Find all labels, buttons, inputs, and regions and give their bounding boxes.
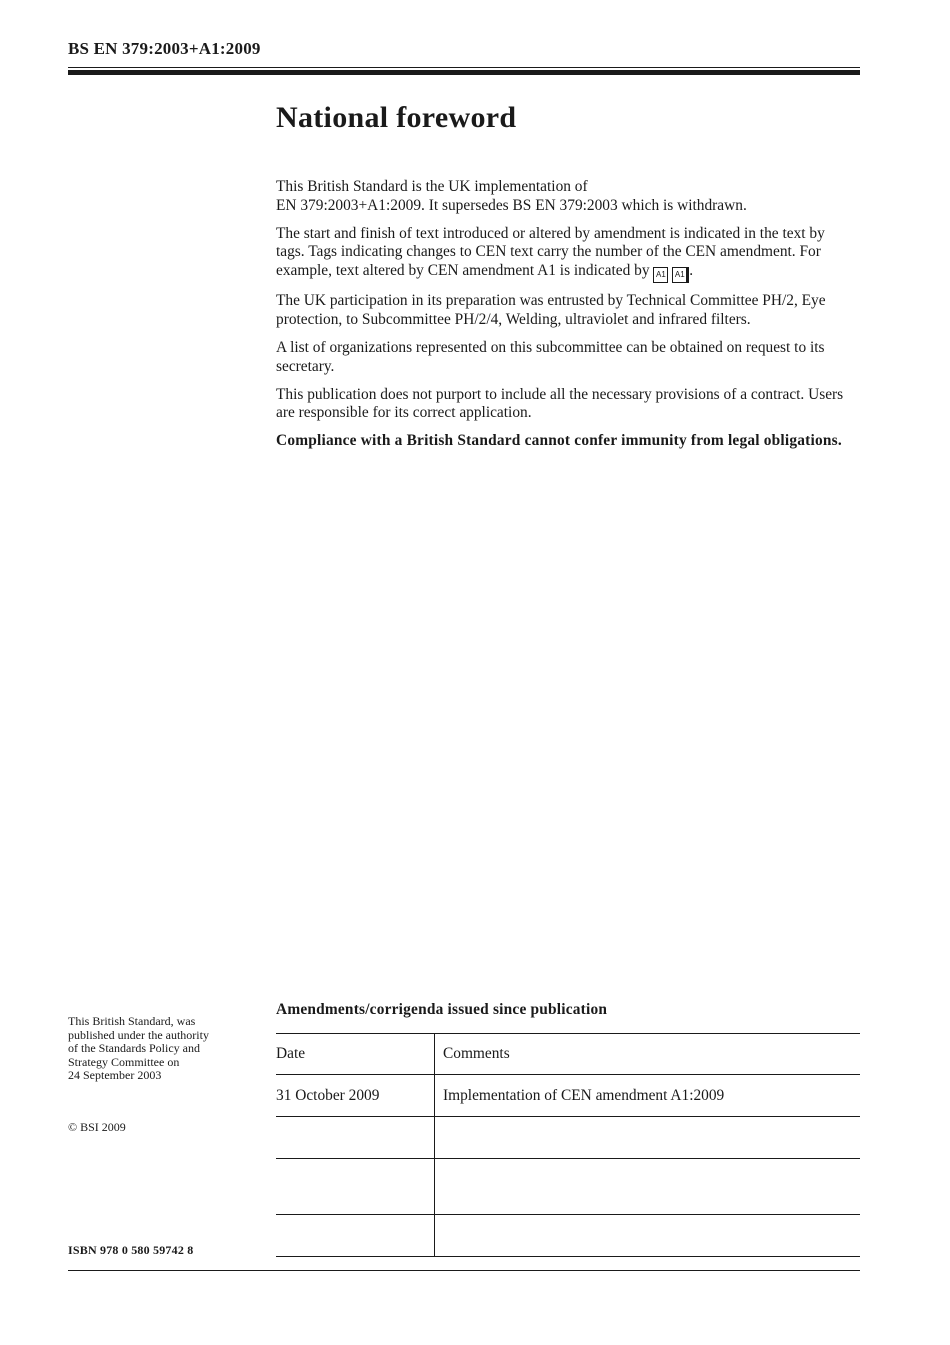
cell-comments: Implementation of CEN amendment A1:2009 — [435, 1075, 861, 1117]
paragraph-implementation — [276, 178, 846, 215]
publication-note-line5: 24 September 2003 — [68, 1068, 162, 1082]
table-row — [276, 1075, 860, 1117]
paragraph-provisions: This publication does not purport to include all the necessary provisions of a contract. Users are responsible for its correct application. — [276, 385, 844, 422]
paragraph-committee: The UK participation in its preparation was entrusted by Technical Committee PH/2, Eye protection, to Subcommittee PH/2/4, Welding, ultraviolet and infrared filters. — [276, 292, 826, 328]
cell-date — [276, 1215, 435, 1257]
cell-comments — [435, 1215, 861, 1257]
publication-note-line3: of the Standards Policy and — [68, 1041, 200, 1055]
foreword-body — [276, 178, 846, 461]
cell-comments — [435, 1117, 861, 1159]
publication-note — [68, 1015, 258, 1083]
isbn: ISBN 978 0 580 59742 8 — [68, 1243, 194, 1257]
cell-date — [276, 1117, 435, 1159]
paragraph-tags-text: The start and finish of text introduced or altered by amendment is indicated in the text by tags. Tags indicating changes to CEN text carry the number of the CEN amendment. For example, text altered by CEN amendment A1 is indicated by — [276, 224, 825, 279]
publication-note-line1: This British Standard, was — [68, 1014, 196, 1028]
amendment-open-tag-icon: A1 — [653, 267, 668, 283]
copyright: © BSI 2009 — [68, 1120, 126, 1134]
column-header-date: Date — [276, 1034, 435, 1075]
table-row — [276, 1215, 860, 1257]
paragraph-implementation-line2: EN 379:2003+A1:2009. It supersedes BS EN 379:2003 which is withdrawn. — [276, 196, 747, 214]
paragraph-tags-end: . — [689, 261, 694, 279]
paragraph-organizations: A list of organizations represented on this subcommittee can be obtained on request to its secretary. — [276, 339, 825, 375]
column-header-comments: Comments — [435, 1034, 861, 1075]
footer-rule — [68, 1270, 860, 1271]
amendments-table — [276, 1033, 860, 1257]
publication-note-line4: Strategy Committee on — [68, 1054, 180, 1069]
cell-date: 31 October 2009 — [276, 1075, 435, 1117]
header-rule-thin — [68, 67, 860, 68]
cell-date — [276, 1159, 435, 1215]
cell-comments — [435, 1159, 861, 1215]
document-id: BS EN 379:2003+A1:2009 — [68, 39, 261, 58]
paragraph-tags — [276, 225, 846, 283]
amendment-close-tag-icon: A1 — [672, 267, 689, 283]
table-row — [276, 1117, 860, 1159]
publication-note-line2: published under the authority — [68, 1027, 209, 1042]
amendments-title: Amendments/corrigenda issued since publication — [276, 1001, 608, 1018]
paragraph-implementation-line1: This British Standard is the UK implementation of — [276, 178, 588, 195]
header-rule-thick — [68, 70, 860, 75]
paragraph-compliance: Compliance with a British Standard cannot confer immunity from legal obligations. — [276, 432, 842, 450]
page-title: National foreword — [276, 101, 517, 134]
table-row — [276, 1159, 860, 1215]
table-header-row — [276, 1034, 860, 1075]
